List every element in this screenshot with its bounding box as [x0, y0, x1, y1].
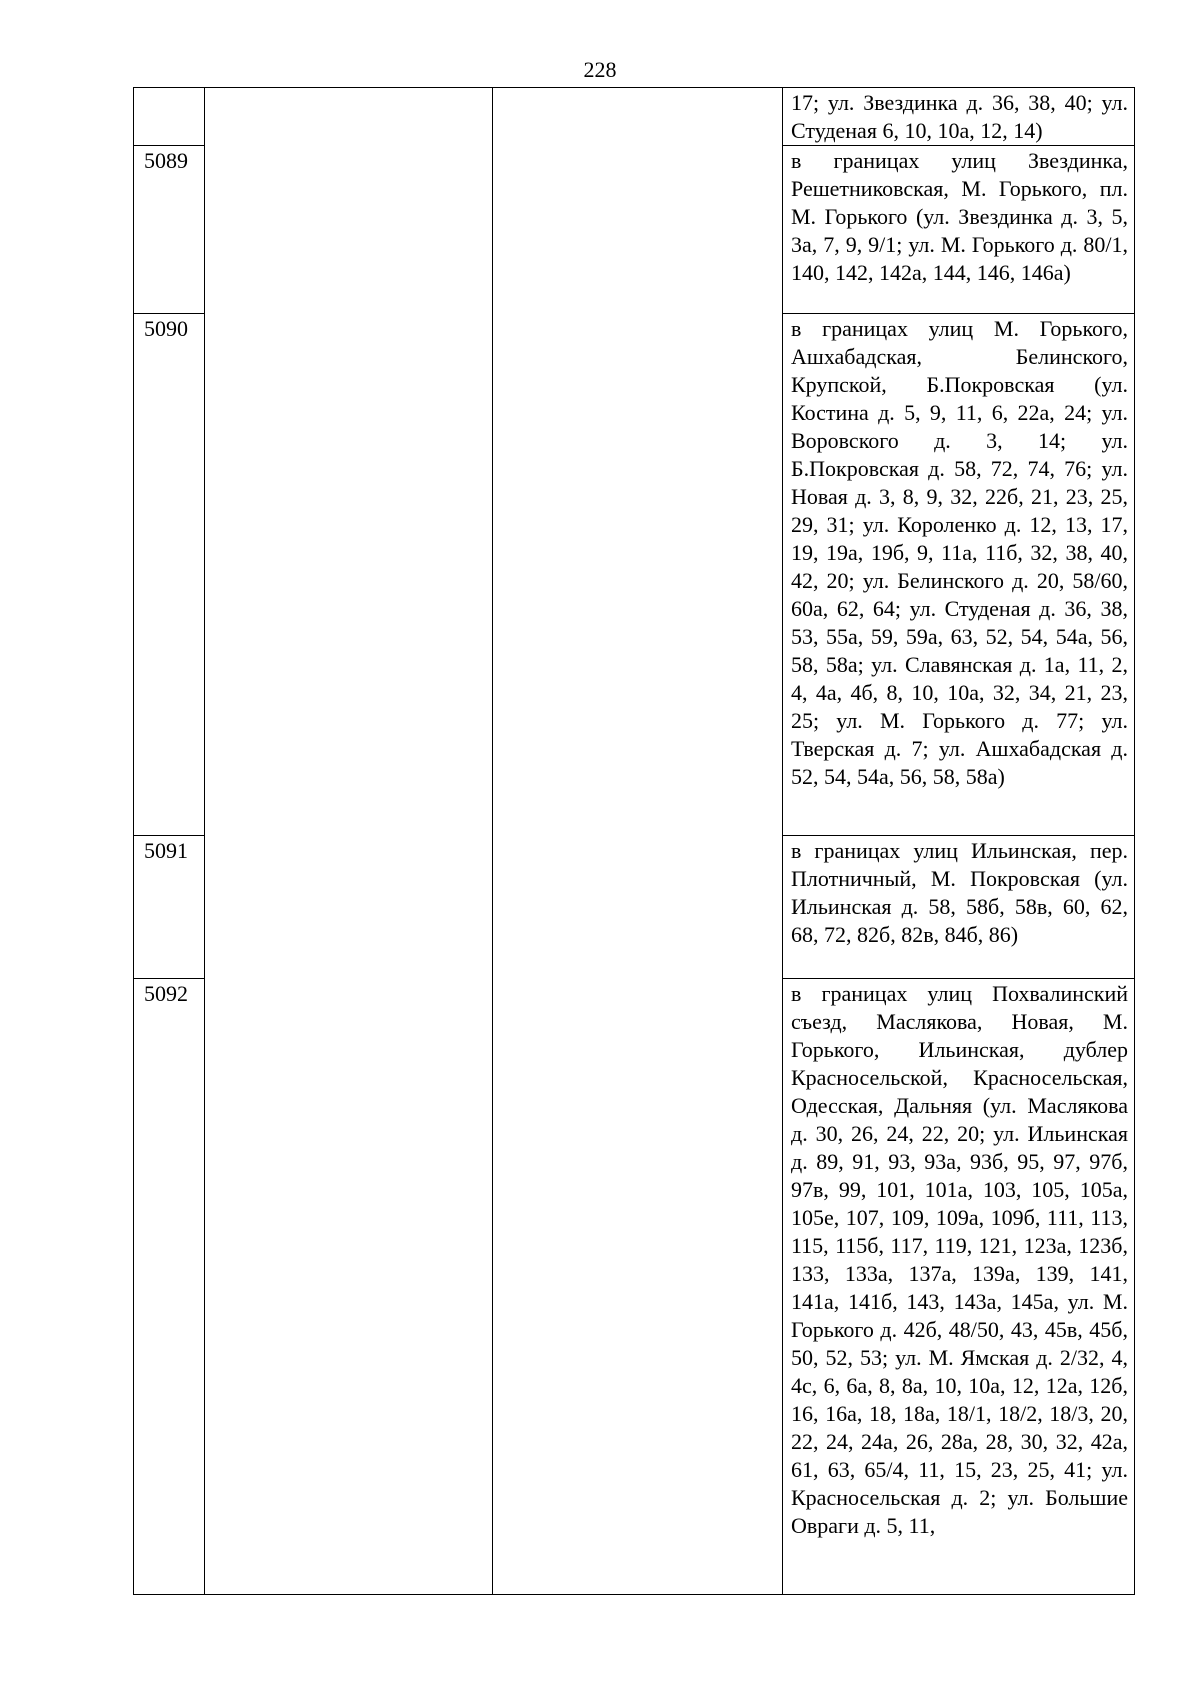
empty-cell — [493, 88, 783, 1595]
page-number: 228 — [583, 57, 617, 82]
row-number: 5090 — [134, 314, 205, 836]
address-cell: 17; ул. Звездинка д. 36, 38, 40; ул. Студеная 6, 10, 10а, 12, 14) — [783, 88, 1135, 146]
address-table — [133, 87, 1135, 1595]
empty-cell — [205, 88, 493, 1595]
address-cell: в границах улиц Ильинская, пер. Плотничный, М. Покровская (ул. Ильинская д. 58, 58б, 58в, 60, 62, 68, 72, 82б, 82в, 84б, 86) — [783, 836, 1135, 979]
address-cell: в границах улиц Похвалинский съезд, Маслякова, Новая, М. Горького, Ильинская, дублер Красносельской, Красносельская, Одесская, Дальняя (ул. Маслякова д. 30, 26, 24, 22, 20; ул. Ильинская д. 89, 91, 93, 93а, 93б, 95, 97, 97б, 97в, 99, 101, 101а, 103, 105, 105а, 105е, 107, 109, 109а, 109б, 111, 113, 115, 115б, 117, 119, 121, 123а, 123б, 133, 133а, 137а, 139а, 139, 141, 141а, 141б, 143, 143а, 145а, ул. М. Горького д. 42б, 48/50, 43, 45в, 45б, 50, 52, 53; ул. М. Ямская д. 2/32, 4, 4с, 6, 6а, 8, 8а, 10, 10а, 12, 12а, 12б, 16, 16а, 18, 18а, 18/1, 18/2, 18/3, 20, 22, 24, 24а, 26, 28а, 28, 30, 32, 42а, 61, 63, 65/4, 11, 15, 23, 25, 41; ул. Красносельская д. 2; ул. Большие Овраги д. 5, 11, — [783, 979, 1135, 1595]
row-number: 5091 — [134, 836, 205, 979]
row-number — [134, 88, 205, 146]
address-cell: в границах улиц Звездинка, Решетниковская, М. Горького, пл. М. Горького (ул. Звездинка д. 3, 5, 3а, 7, 9, 9/1; ул. М. Горького д. 80/1, 140, 142, 142а, 144, 146, 146а) — [783, 146, 1135, 314]
address-cell: в границах улиц М. Горького, Ашхабадская, Белинского, Крупской, Б.Покровская (ул. Костина д. 5, 9, 11, 6, 22а, 24; ул. Воровского д. 3, 14; ул. Б.Покровская д. 58, 72, 74, 76; ул. Новая д. 3, 8, 9, 32, 22б, 21, 23, 25, 29, 31; ул. Короленко д. 12, 13, 17, 19, 19а, 19б, 9, 11а, 11б, 32, 38, 40, 42, 20; ул. Белинского д. 20, 58/60, 60а, 62, 64; ул. Студеная д. 36, 38, 53, 55а, 59, 59а, 63, 52, 54, 54а, 56, 58, 58а; ул. Славянская д. 1а, 11, 2, 4, 4а, 4б, 8, 10, 10а, 32, 34, 21, 23, 25; ул. М. Горького д. 77; ул. Тверская д. 7; ул. Ашхабадская д. 52, 54, 54а, 56, 58, 58а) — [783, 314, 1135, 836]
row-number: 5092 — [134, 979, 205, 1595]
table-row — [134, 88, 1135, 146]
row-number: 5089 — [134, 146, 205, 314]
